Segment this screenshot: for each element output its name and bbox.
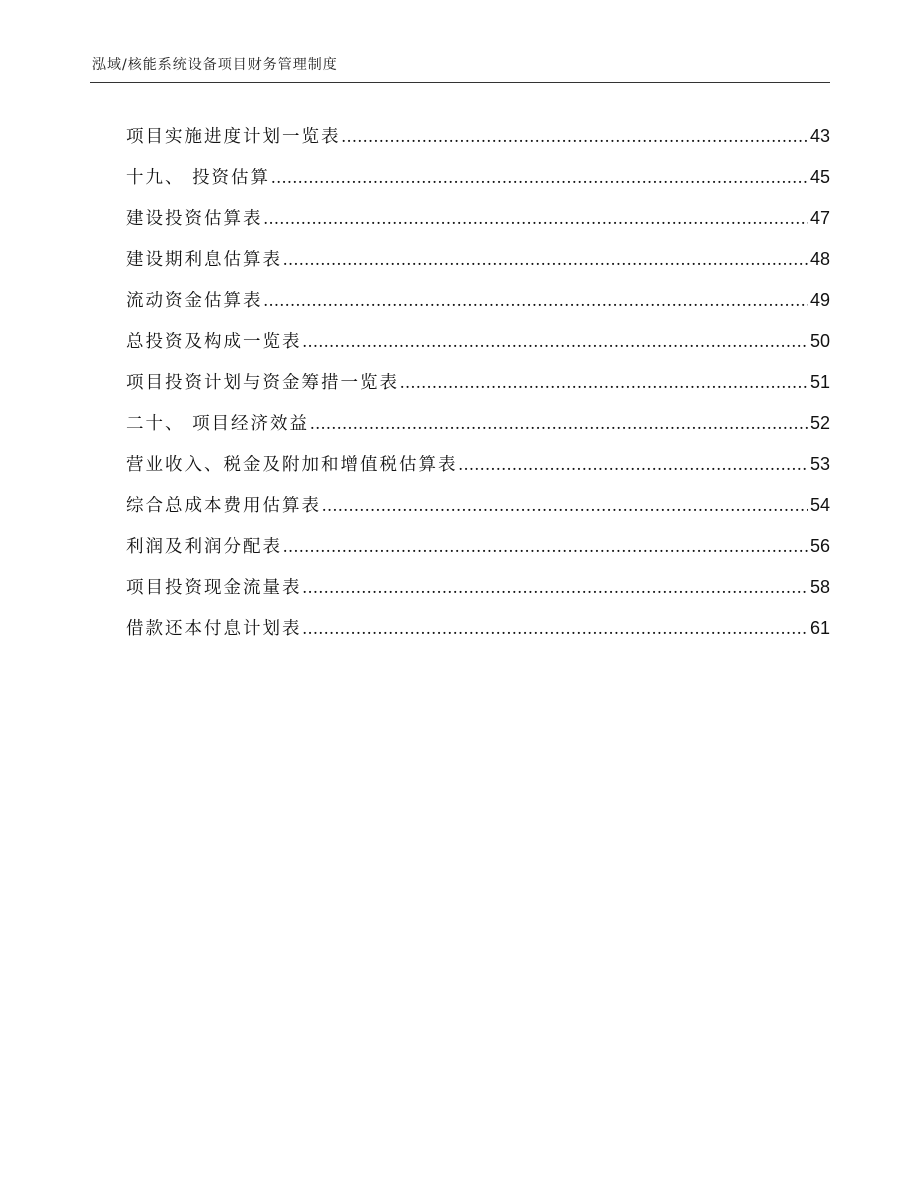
toc-entry-title: 营业收入、税金及附加和增值税估算表 — [126, 455, 458, 475]
toc-page-number: 56 — [809, 536, 830, 556]
toc-entry-title: 建设期利息估算表 — [126, 250, 282, 270]
toc-dot-leader — [283, 239, 808, 280]
toc-page-number: 61 — [809, 618, 830, 638]
toc-entry[interactable] — [126, 567, 830, 608]
toc-dot-leader — [459, 444, 808, 485]
toc-entry-title: 十九、 投资估算 — [126, 168, 271, 188]
toc-entry[interactable] — [126, 608, 830, 649]
toc-dot-leader — [303, 567, 808, 608]
toc-entry-title: 借款还本付息计划表 — [126, 619, 302, 639]
toc-page-number: 51 — [809, 372, 830, 392]
toc-page-number: 58 — [809, 577, 830, 597]
toc-page-number: 47 — [809, 208, 830, 228]
toc-entry-title: 流动资金估算表 — [126, 291, 263, 311]
toc-page-number: 54 — [809, 495, 830, 515]
toc-dot-leader — [303, 321, 808, 362]
page-header-title: 泓域/核能系统设备项目财务管理制度 — [92, 57, 338, 73]
toc-dot-leader — [342, 116, 808, 157]
toc-dot-leader — [264, 198, 808, 239]
toc-entry-title: 项目实施进度计划一览表 — [126, 127, 341, 147]
toc-entry[interactable] — [126, 444, 830, 485]
table-of-contents — [126, 116, 830, 649]
toc-page-number: 48 — [809, 249, 830, 269]
toc-entry[interactable] — [126, 485, 830, 526]
toc-dot-leader — [264, 280, 808, 321]
toc-dot-leader — [310, 403, 808, 444]
toc-page-number: 45 — [809, 167, 830, 187]
toc-entry[interactable] — [126, 362, 830, 403]
toc-dot-leader — [322, 485, 808, 526]
toc-dot-leader — [271, 157, 808, 198]
toc-entry[interactable] — [126, 526, 830, 567]
toc-dot-leader — [303, 608, 808, 649]
toc-entry[interactable] — [126, 280, 830, 321]
toc-page-number: 43 — [809, 126, 830, 146]
toc-entry-title: 利润及利润分配表 — [126, 537, 282, 557]
toc-entry-title: 项目投资计划与资金筹措一览表 — [126, 373, 399, 393]
toc-page-number: 49 — [809, 290, 830, 310]
toc-entry-title: 总投资及构成一览表 — [126, 332, 302, 352]
toc-page-number: 50 — [809, 331, 830, 351]
toc-entry[interactable] — [126, 157, 830, 198]
toc-entry-title: 二十、 项目经济效益 — [126, 414, 310, 434]
header-divider — [90, 82, 830, 83]
toc-entry[interactable] — [126, 321, 830, 362]
toc-entry[interactable] — [126, 403, 830, 444]
toc-entry[interactable] — [126, 239, 830, 280]
toc-dot-leader — [283, 526, 808, 567]
toc-page-number: 53 — [809, 454, 830, 474]
toc-entry[interactable] — [126, 198, 830, 239]
toc-entry[interactable] — [126, 116, 830, 157]
toc-entry-title: 综合总成本费用估算表 — [126, 496, 321, 516]
toc-entry-title: 项目投资现金流量表 — [126, 578, 302, 598]
toc-page-number: 52 — [809, 413, 830, 433]
toc-dot-leader — [400, 362, 808, 403]
toc-entry-title: 建设投资估算表 — [126, 209, 263, 229]
